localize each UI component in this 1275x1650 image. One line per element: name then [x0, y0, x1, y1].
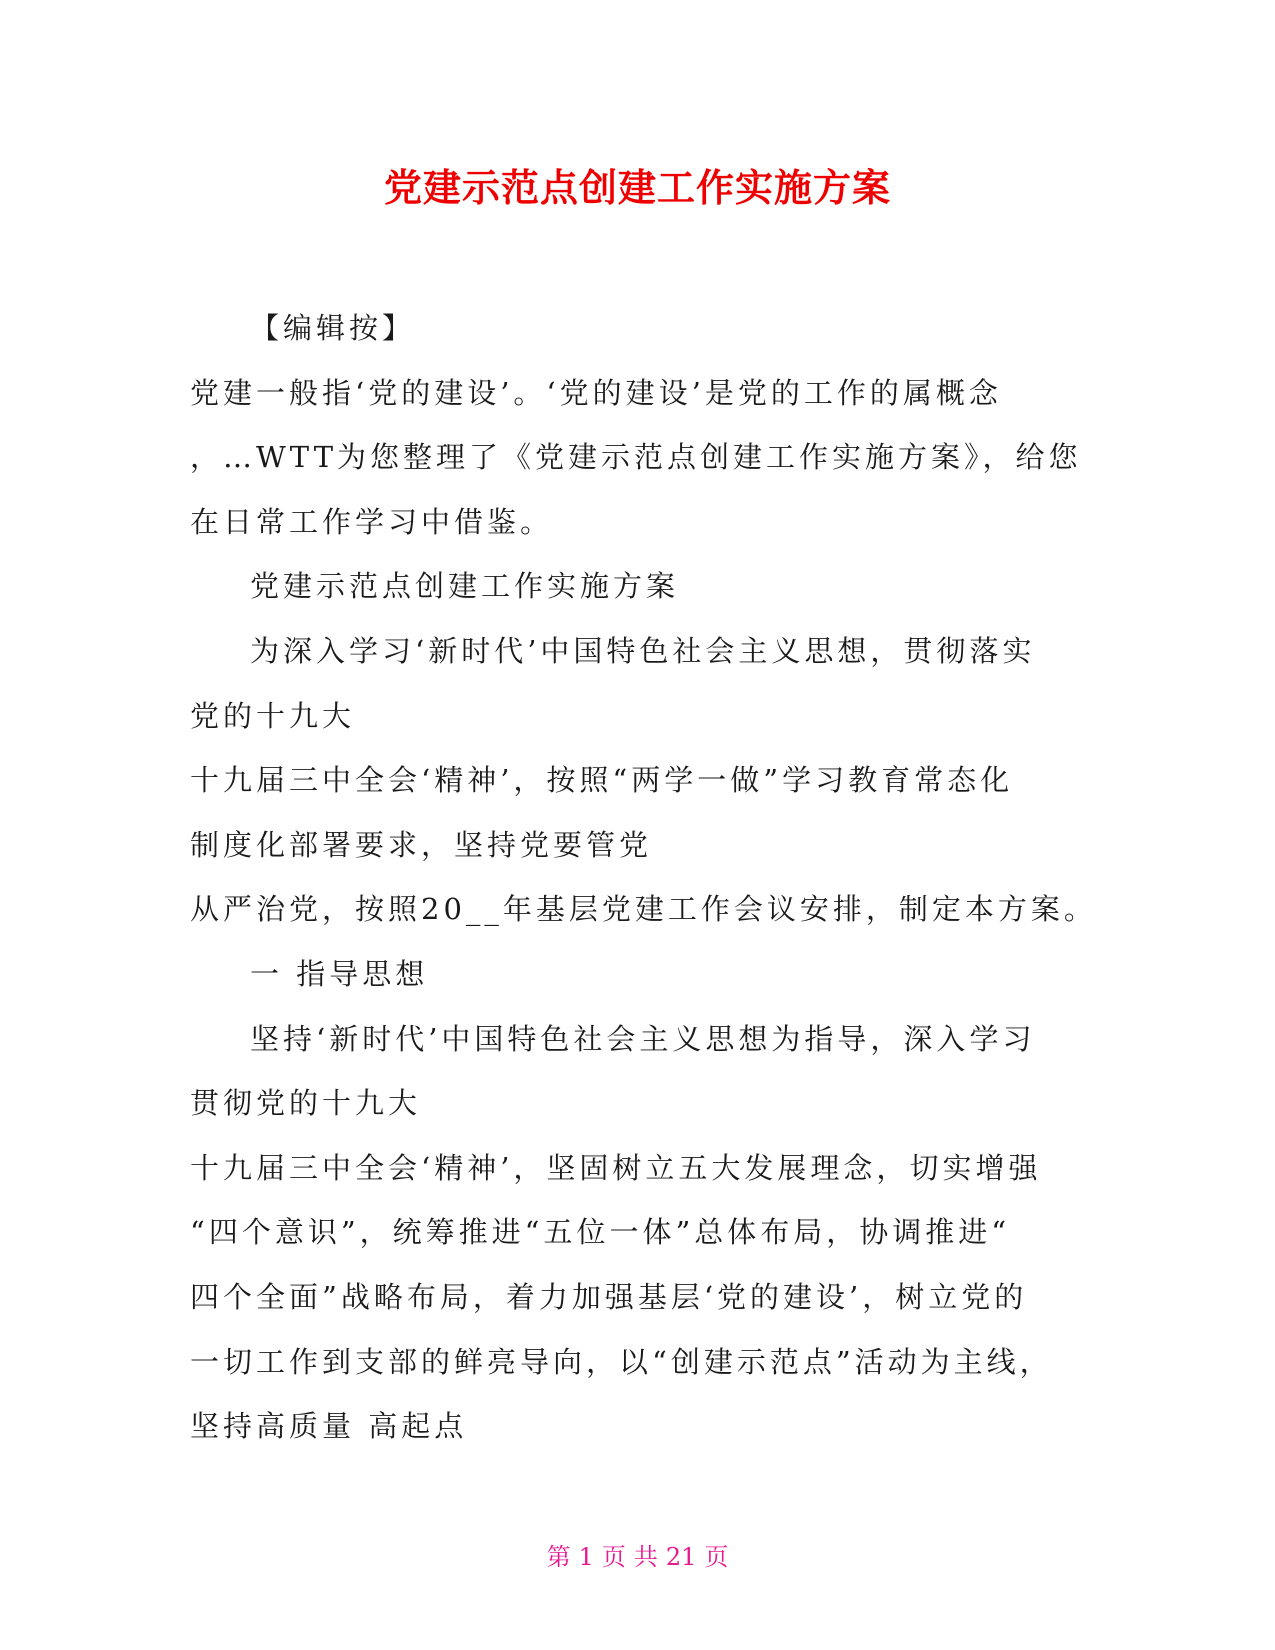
body-line: 制度化部署要求，坚持党要管党	[190, 827, 653, 862]
section-title: 党建示范点创建工作实施方案	[250, 569, 680, 604]
body-line: 为深入学习‘新时代’中国特色社会主义思想，贯彻落实	[250, 633, 1036, 668]
document-body	[190, 296, 1097, 1459]
body-line: 从严治党，按照20__年基层党建工作会议安排，制定本方案。	[190, 892, 1097, 927]
body-line: 一切工作到支部的鲜亮导向，以“创建示范点”活动为主线，	[190, 1344, 1053, 1379]
body-line: 党建一般指‘党的建设’。‘党的建设’是党的工作的属概念	[190, 375, 1002, 410]
section-heading: 一 指导思想	[250, 956, 429, 991]
body-line: ，…WTT为您整理了《党建示范点创建工作实施方案》，给您	[190, 440, 1082, 475]
body-line: 贯彻党的十九大	[190, 1086, 422, 1121]
body-line: 坚持高质量 高起点	[190, 1409, 468, 1444]
editor-note-label: 【编辑按】	[250, 311, 416, 345]
body-line: “四个意识”，统筹推进“五位一体”总体布局，协调推进“	[190, 1215, 1011, 1250]
page-footer	[0, 1542, 1275, 1572]
body-line: 十九届三中全会‘精神’，按照“两学一做”学习教育常态化	[190, 763, 1014, 798]
footer-ye2: 页	[704, 1543, 729, 1571]
body-line: 党的十九大	[190, 698, 356, 733]
body-line: 十九届三中全会‘精神’，坚固树立五大发展理念，切实增强	[190, 1150, 1042, 1185]
document-title: 党建示范点创建工作实施方案	[383, 166, 891, 210]
total-pages-number: 21	[665, 1543, 697, 1571]
footer-di: 第	[546, 1543, 571, 1571]
footer-gong: 共	[633, 1543, 658, 1571]
footer-ye: 页	[601, 1543, 626, 1571]
current-page-number: 1	[578, 1543, 594, 1571]
body-line: 坚持‘新时代’中国特色社会主义思想为指导，深入学习	[250, 1021, 1036, 1056]
body-line: 在日常工作学习中借鉴。	[190, 504, 554, 539]
body-line: 四个全面”战略布局，着力加强基层‘党的建设’，树立党的	[190, 1279, 1028, 1314]
